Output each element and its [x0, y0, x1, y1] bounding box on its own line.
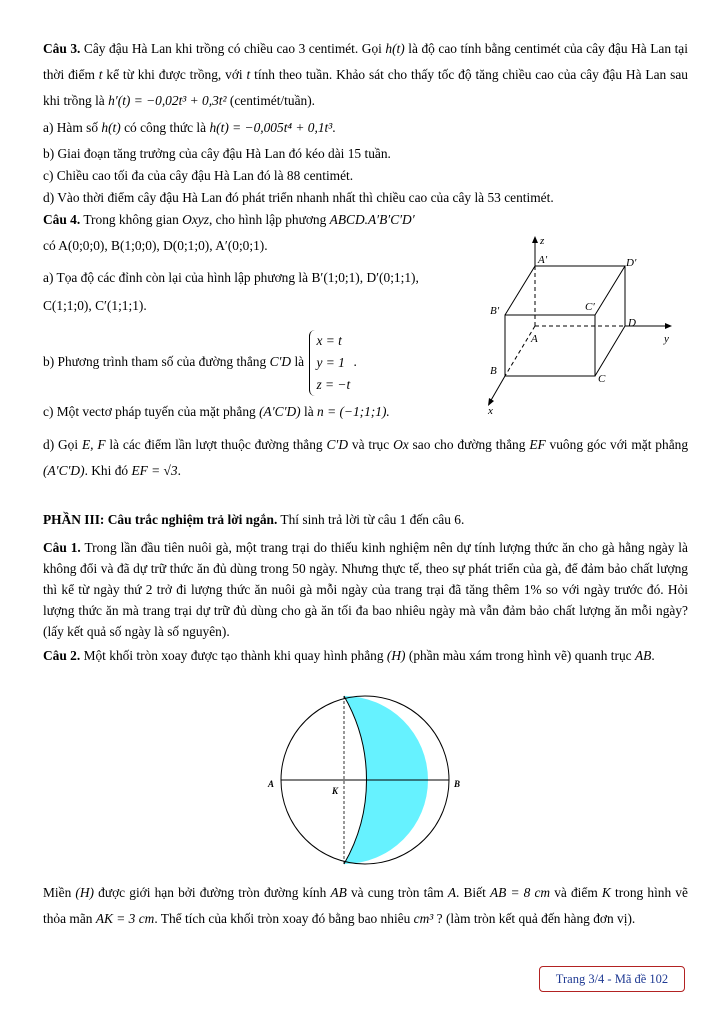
q3-ht: h(t)	[385, 41, 405, 56]
p2-text: Một khối tròn xoay được tạo thành khi quay hình phẳng	[83, 648, 384, 663]
label-x: x	[488, 405, 493, 417]
label-A1: A′	[538, 254, 548, 266]
q4-d-plane: (A′C′D)	[43, 463, 85, 478]
p2-after-text: . Biết	[456, 885, 486, 900]
y-arrow-icon	[665, 323, 672, 329]
q4-d-ox: Ox	[393, 437, 409, 452]
q4-option-d	[43, 432, 688, 484]
q4-stem	[43, 210, 415, 230]
label-B1: B′	[490, 305, 500, 317]
q4-text: có	[43, 238, 56, 253]
p2-ab-value: AB = 8 cm	[489, 885, 551, 900]
p2-h: (H)	[386, 648, 406, 663]
q4-d-text: là các điểm lần lượt thuộc đường thẳng	[109, 437, 323, 452]
q4-param-system	[309, 330, 350, 396]
q4-points	[43, 236, 268, 256]
q3-t: t	[246, 67, 251, 82]
q3-option-c: c) Chiều cao tối đa của cây đậu Hà Lan đó là 88 centimét.	[43, 168, 354, 183]
q3-text: là độ cao tính bằng centimét của cây đậu Hà Lan tại thời điểm	[43, 41, 688, 82]
q4-c-text: c) Một vectơ pháp tuyến của mặt phẳng	[43, 404, 256, 419]
p2-description	[43, 880, 688, 932]
q3-text: kể từ khi được trồng, với	[106, 67, 243, 82]
p2-question	[43, 643, 688, 669]
label-B: B	[490, 365, 497, 377]
label-D1: D′	[626, 257, 637, 269]
q4-cube-name: ABCD.A′B′C′D′	[329, 212, 415, 227]
p2-after-text: và điểm	[554, 885, 598, 900]
q4-c-text: là	[304, 404, 314, 419]
q4-label: Câu 4.	[43, 212, 81, 227]
p2-ab: AB	[634, 648, 652, 663]
q3-derivative: h′(t) = −0,02t³ + 0,3t²	[108, 93, 227, 108]
p1-text: Trong lần đầu tiên nuôi gà, một trang trại do thiếu kinh nghiệm nên dự tính lượng thức ăn cho gà hằng ngày là không đổi và đã dự trữ thức ăn đủ dùng trong 50 ngày. Nhưng thực tế, theo sự phát triển của gà, để đảm bảo chất lượng thì kể từ ngày thứ 2 trở đi lượng thức ăn nuôi gà mỗi ngày của trang trại đã tăng thêm 1% so với ngày trước đó. Hỏi lượng thức ăn mà trang trại dự trữ đủ dùng cho gà ăn tối đa bao nhiêu ngày mà vẫn đảm bảo chất lượng ăn mỗi ngày? (lấy kết quả số ngày là số nguyên).	[43, 540, 688, 639]
q3-option-d: d) Vào thời điểm cây đậu Hà Lan đó phát triển nhanh nhất thì chiều cao của cây là 53 centimét.	[43, 190, 554, 205]
p2-after-text: . Thể tích của khối tròn xoay đó bằng bao nhiêu	[154, 911, 411, 926]
label-K: K	[332, 786, 339, 796]
q4-d-text: và trục	[351, 437, 390, 452]
label-C: C	[598, 373, 606, 385]
q4-option-c	[43, 402, 390, 422]
x-axis	[490, 376, 505, 402]
q3-text: tính theo tuần. Khảo sát cho thấy tốc độ tăng chiều cao của cây đậu Hà Lan sau khi trồng là	[43, 67, 688, 108]
part3-instruction: Thí sinh trả lời từ câu 1 đến câu 6.	[280, 512, 465, 527]
q3-a-text: có công thức là	[124, 120, 207, 135]
p2-ab: AB	[330, 885, 347, 900]
label-C1: C′	[585, 301, 595, 313]
p1-label: Câu 1.	[43, 540, 81, 555]
p2-after-text: Miền	[43, 885, 72, 900]
label-z: z	[540, 235, 545, 247]
part3-heading	[43, 510, 464, 530]
q4-sys-y: y = 1	[316, 355, 345, 370]
p2-after-text: trong hình vẽ thỏa mãn	[43, 885, 688, 926]
p2-label: Câu 2.	[43, 648, 81, 663]
cube-top-edges	[505, 266, 625, 315]
part3-title: PHẦN III: Câu trắc nghiệm trả lời ngắn.	[43, 512, 278, 527]
p2-ak-value: AK = 3 cm	[95, 911, 155, 926]
q3-option-b: b) Giai đoạn tăng trưởng của cây đậu Hà Lan đó kéo dài 15 tuần.	[43, 146, 391, 161]
q4-d-text: . Khi đó	[84, 463, 129, 478]
q4-c-vector: n = (−1;1;1).	[317, 404, 390, 419]
q4-option-b	[43, 330, 357, 396]
q4-text: , cho hình lập phương	[208, 212, 327, 227]
circle-figure	[258, 690, 468, 875]
p2-after-text: ? (làm tròn kết quả đến hàng đơn vị).	[436, 911, 636, 926]
cube-right-edges	[595, 266, 625, 376]
q4-d-text: vuông góc với mặt phẳng	[549, 437, 689, 452]
label-B: B	[454, 779, 461, 789]
q4-sys-z: z = −t	[316, 377, 351, 392]
q4-c-plane: (A′C′D)	[259, 404, 301, 419]
page-footer-badge: Trang 3/4 - Mã đề 102	[539, 966, 685, 992]
z-arrow-icon	[532, 236, 538, 243]
label-A: A	[531, 333, 538, 345]
q3-option-a: a) Hàm số h(t) có công thức là h(t) = −0,005t⁴ + 0,1t³.	[43, 120, 336, 135]
q4-points-text: A(0;0;0), B(1;0;0), D(0;1;0), A′(0;0;1).	[58, 238, 268, 253]
p2-k: K	[601, 885, 611, 900]
p2-text: .	[651, 648, 655, 663]
q4-b-line: C′D	[269, 354, 292, 370]
label-y: y	[664, 333, 669, 345]
q4-d-text: d) Gọi	[43, 437, 79, 452]
q4-a-coords: B′(1;0;1), D′(0;1;1),	[311, 270, 419, 285]
p2-text: (phần màu xám trong hình vẽ) quanh trục	[408, 648, 632, 663]
cube-front-face	[505, 315, 595, 376]
q3-stem	[43, 36, 688, 114]
p2-unit: cm³	[413, 911, 434, 926]
q3-a-text: a) Hàm số	[43, 120, 99, 135]
q3-text: Cây đậu Hà Lan khi trồng có chiều cao 3 centimét. Gọi	[83, 41, 382, 56]
q4-d-value: EF = √3	[131, 463, 178, 478]
p2-after-text: được giới hạn bởi đường tròn đường kính	[98, 885, 327, 900]
q3-ht: h(t)	[101, 120, 121, 135]
cube-figure	[478, 232, 688, 417]
label-A: A	[268, 779, 275, 789]
p1-question	[43, 537, 688, 642]
q4-text: Trong không gian	[83, 212, 179, 227]
q4-d-end: .	[177, 463, 181, 478]
q4-b-end: .	[353, 354, 357, 370]
p2-h: (H)	[75, 885, 94, 900]
q4-oxyz: Oxyz	[182, 212, 209, 227]
q4-option-a-cont: C(1;1;0), C′(1;1;1).	[43, 298, 147, 313]
q3-t: t	[98, 67, 103, 82]
p2-a: A	[447, 885, 457, 900]
q4-option-a	[43, 268, 419, 288]
q4-d-ef: E, F	[81, 437, 106, 452]
q4-b-text: b) Phương trình tham số của đường thẳng	[43, 354, 267, 370]
label-D: D	[628, 317, 636, 329]
q3-text: (centimét/tuần).	[229, 93, 316, 108]
q3-a-formula: h(t) = −0,005t⁴ + 0,1t³	[209, 120, 333, 135]
q4-a-text: a) Tọa độ các đỉnh còn lại của hình lập phương là	[43, 270, 309, 285]
p2-after-text: và cung tròn tâm	[350, 885, 444, 900]
q4-b-text: là	[294, 354, 305, 370]
q4-d-line: C′D	[326, 437, 349, 452]
q4-d-text: sao cho đường thẳng	[412, 437, 526, 452]
q4-sys-x: x = t	[316, 333, 342, 348]
q3-label: Câu 3.	[43, 41, 81, 56]
q4-d-ef2: EF	[529, 437, 546, 452]
